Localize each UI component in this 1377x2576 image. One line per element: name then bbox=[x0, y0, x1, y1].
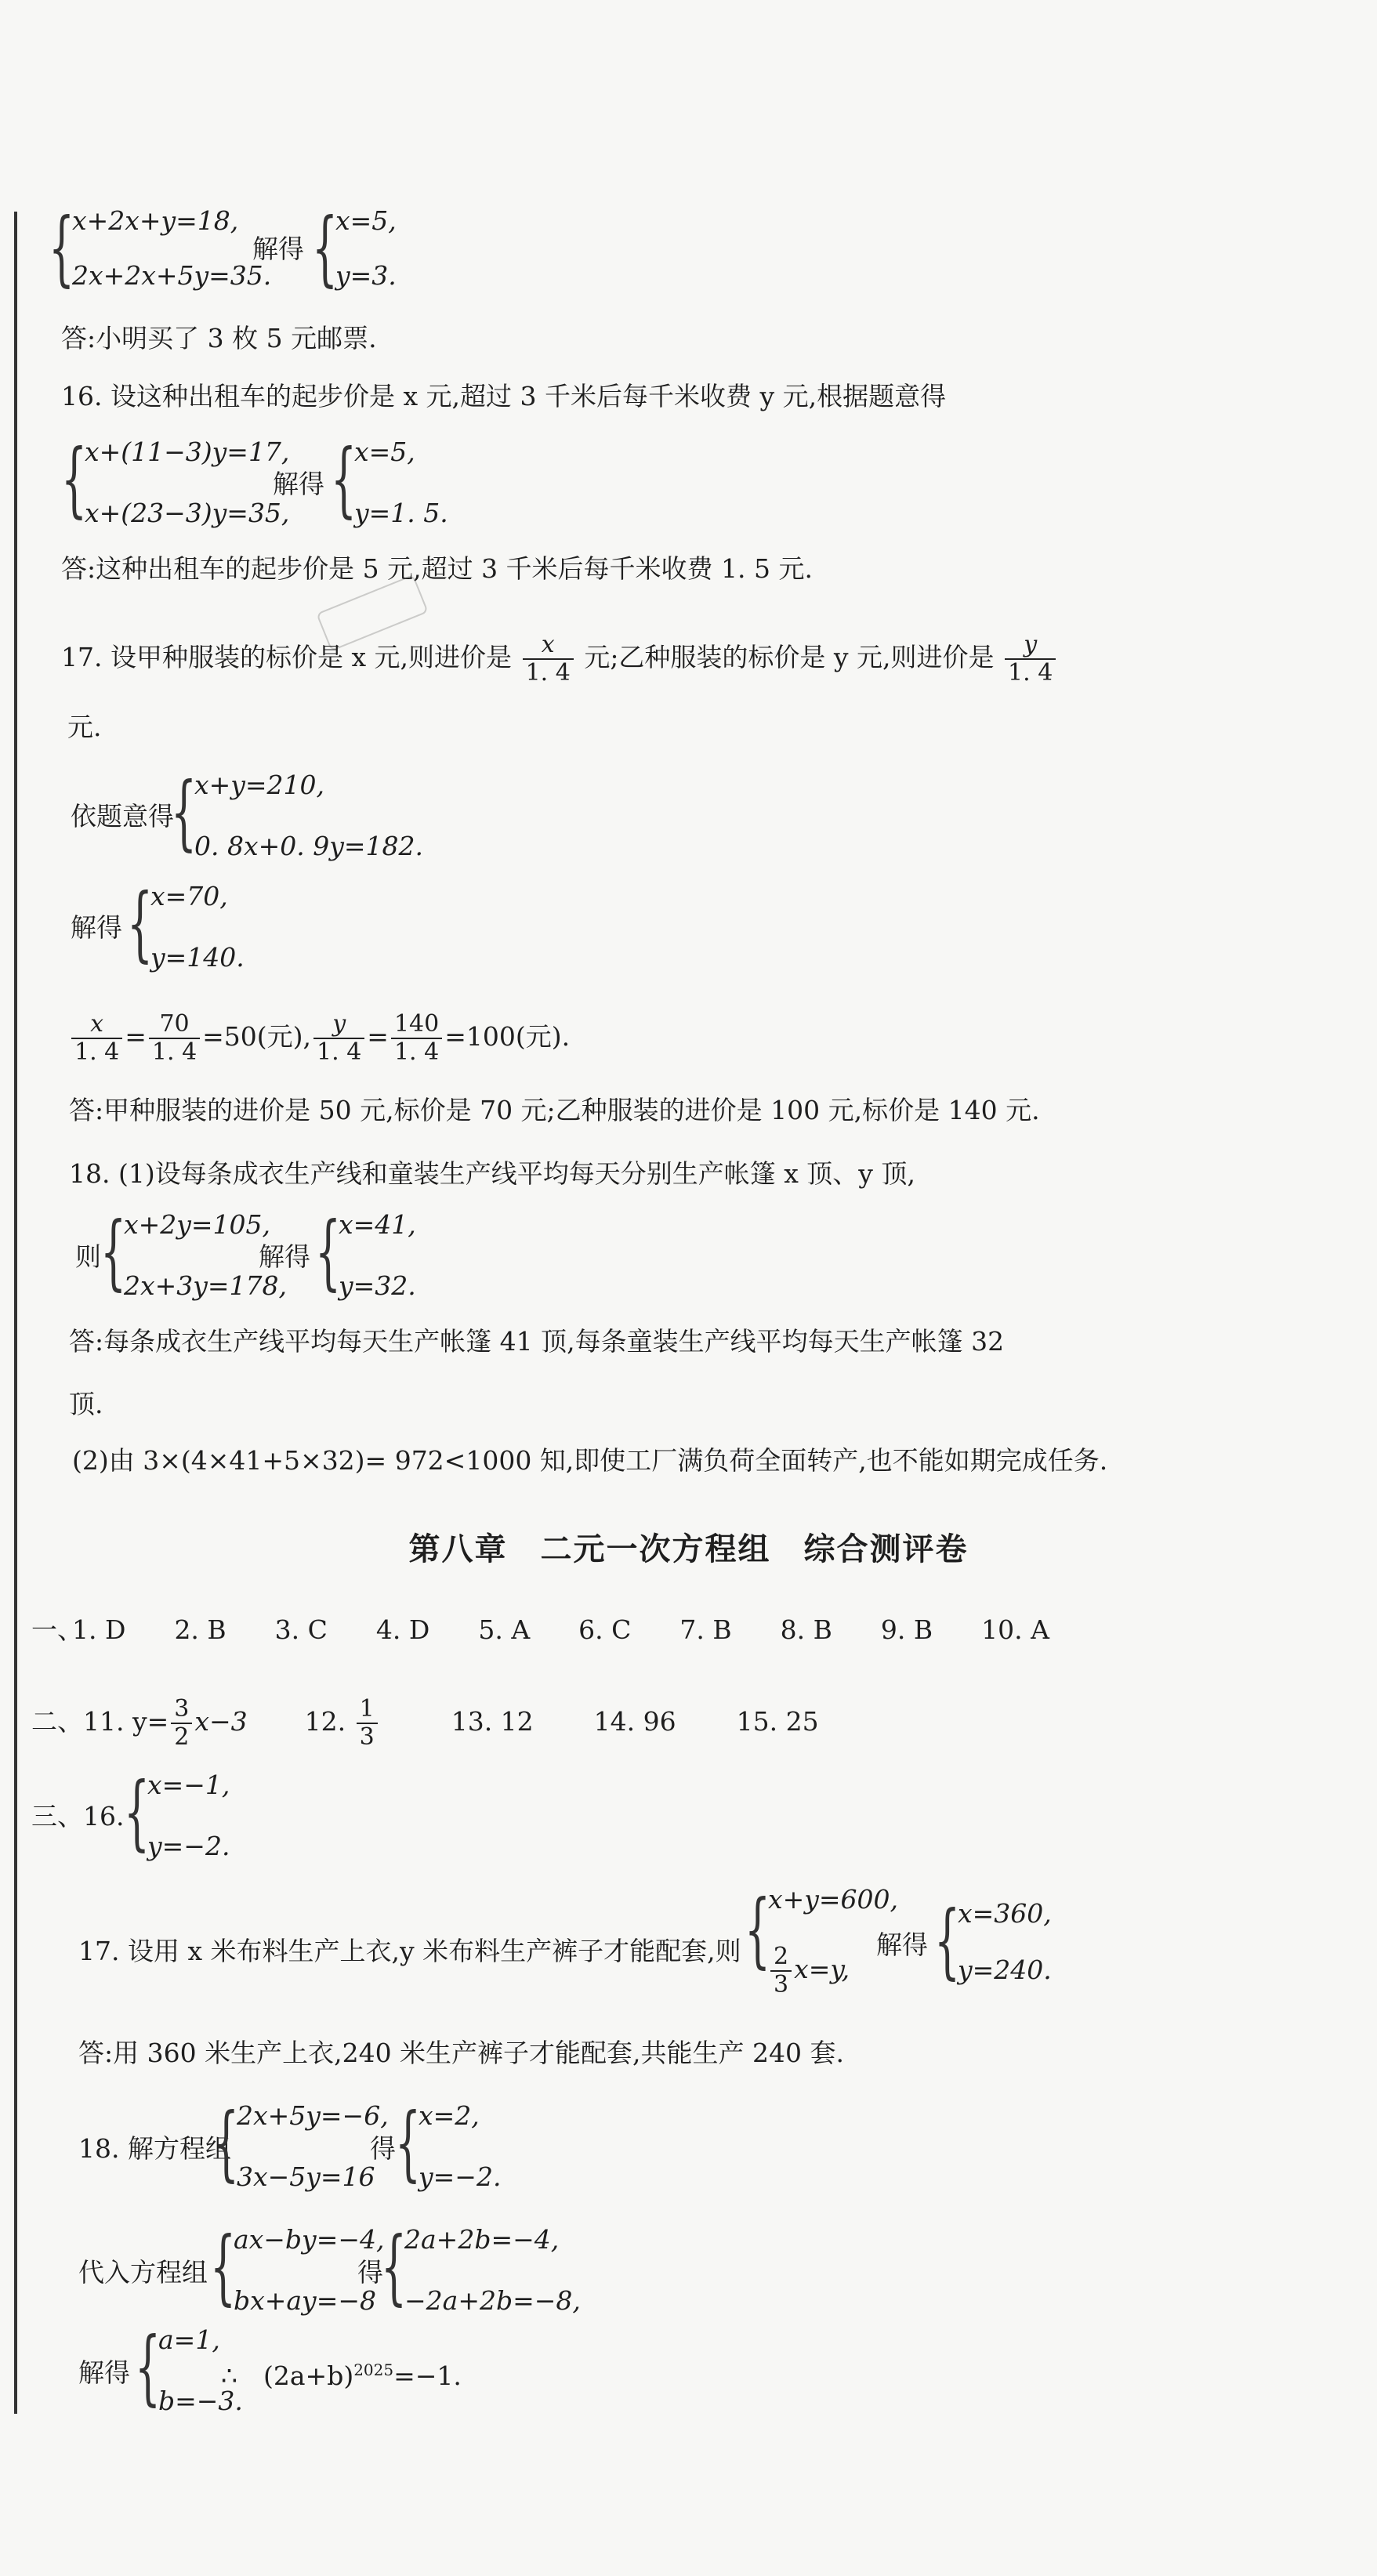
left-brace: { bbox=[135, 2319, 161, 2415]
choice-answer: 8. B bbox=[780, 1614, 832, 1645]
q16-intro: 16. 设这种出租车的起步价是 x 元,超过 3 千米后每千米收费 y 元,根据题意得 bbox=[61, 381, 947, 411]
solve-label: 解得 bbox=[259, 1241, 310, 1272]
by-label: 依题意得 bbox=[71, 801, 174, 831]
section-label: 一、 bbox=[31, 1614, 83, 1645]
left-brace: { bbox=[171, 764, 197, 860]
denominator: 1. 4 bbox=[1008, 659, 1053, 687]
denominator: 1. 4 bbox=[317, 1038, 362, 1066]
choice-answers bbox=[72, 1614, 1049, 1646]
text: = bbox=[367, 1021, 389, 1052]
equation: ax−by=−4, bbox=[234, 2224, 385, 2255]
equation: y=140. bbox=[150, 942, 245, 973]
denominator: 3 bbox=[359, 1723, 375, 1751]
q17-intro bbox=[61, 632, 1058, 687]
q18-intro: 18. (1)设每条成衣生产线和童装生产线平均每天分别生产帐篷 x 顶、y 顶, bbox=[69, 1158, 915, 1189]
text: x=y, bbox=[794, 1954, 850, 1984]
equation: x+2y=105, bbox=[124, 1209, 271, 1240]
answers-row-2 bbox=[31, 1696, 819, 1751]
answer-12: 12. bbox=[304, 1706, 346, 1737]
solve-label: 解得 bbox=[252, 234, 304, 264]
q17-calculation bbox=[69, 1011, 570, 1066]
left-brace: { bbox=[395, 2095, 422, 2190]
answer-11: 11. y= bbox=[83, 1706, 169, 1737]
equation: −2a+2b=−8, bbox=[404, 2285, 581, 2316]
numerator: y bbox=[313, 1011, 364, 1039]
fraction bbox=[313, 1011, 364, 1066]
answer-14: 14. 96 bbox=[593, 1706, 676, 1737]
left-brace: { bbox=[312, 200, 339, 295]
p17-intro: 17. 设用 x 米布料生产上衣,y 米布料生产裤子才能配套,则 bbox=[78, 1936, 741, 1966]
equation: bx+ay=−8 bbox=[234, 2285, 376, 2316]
equation: x=−1, bbox=[147, 1770, 230, 1800]
left-brace: { bbox=[331, 431, 357, 527]
text: 元. bbox=[67, 712, 102, 742]
equation: 3x−5y=16 bbox=[237, 2161, 375, 2192]
solve-label: 解得 bbox=[876, 1929, 928, 1960]
fraction bbox=[357, 1696, 378, 1751]
equation: x+2x+y=18, bbox=[72, 205, 239, 236]
choice-answer: 10. A bbox=[981, 1614, 1049, 1645]
answer-15-fill: 15. 25 bbox=[736, 1706, 819, 1737]
numerator: x bbox=[71, 1011, 122, 1039]
answer-17: 答:甲种服装的进价是 50 元,标价是 70 元;乙种服装的进价是 100 元,标价是 140 元. bbox=[69, 1095, 1040, 1125]
equation: 2x+2x+5y=35. bbox=[72, 260, 272, 291]
left-brace: { bbox=[61, 431, 88, 527]
left-brace: { bbox=[315, 1204, 342, 1299]
text: =50(元), bbox=[202, 1021, 312, 1052]
text: =100(元). bbox=[444, 1021, 571, 1052]
choice-answer: 1. D bbox=[72, 1614, 126, 1645]
equation: x=360, bbox=[958, 1898, 1052, 1929]
get-label: 得 bbox=[370, 2133, 396, 2164]
numerator: 1 bbox=[357, 1696, 378, 1724]
denominator: 3 bbox=[774, 1971, 789, 1998]
left-brace: { bbox=[124, 1764, 150, 1860]
denominator: 1. 4 bbox=[525, 659, 571, 687]
left-margin-rule bbox=[14, 212, 17, 2414]
choice-answer: 9. B bbox=[880, 1614, 933, 1645]
get-label: 得 bbox=[357, 2257, 383, 2288]
choice-answer: 5. A bbox=[478, 1614, 531, 1645]
equation: y=32. bbox=[339, 1270, 416, 1301]
equation: 2x+5y=−6, bbox=[237, 2100, 389, 2131]
left-brace: { bbox=[213, 2095, 240, 2190]
numerator: y bbox=[1005, 632, 1056, 660]
choice-answer: 2. B bbox=[174, 1614, 226, 1645]
p18-intro: 18. 解方程组 bbox=[78, 2133, 231, 2164]
fraction bbox=[391, 1011, 442, 1066]
equation: 2x+3y=178, bbox=[124, 1270, 288, 1301]
answers-row-3: 三、16. bbox=[31, 1801, 125, 1831]
choice-answer: 7. B bbox=[679, 1614, 732, 1645]
fraction bbox=[149, 1011, 200, 1066]
equation: y=−2. bbox=[147, 1831, 230, 1861]
numerator: 70 bbox=[149, 1011, 200, 1039]
left-brace: { bbox=[745, 1882, 771, 1977]
then-label: 则 bbox=[75, 1241, 101, 1272]
choice-answer: 3. C bbox=[274, 1614, 328, 1645]
answer-13: 13. 12 bbox=[451, 1706, 534, 1737]
solve-label: 解得 bbox=[71, 912, 122, 943]
numerator: 2 bbox=[770, 1944, 792, 1972]
denominator: 1. 4 bbox=[393, 1038, 440, 1066]
equation: x+y=600, bbox=[768, 1884, 899, 1915]
equation: y=−2. bbox=[419, 2161, 502, 2192]
left-brace: { bbox=[100, 1204, 127, 1299]
equation: a=1, bbox=[158, 2324, 220, 2355]
exponent: 2025 bbox=[353, 2360, 394, 2379]
text: 元;乙种服装的标价是 y 元,则进价是 bbox=[584, 642, 995, 672]
answer-18-line1: 答:每条成衣生产线平均每天生产帐篷 41 顶,每条童装生产线平均每天生产帐篷 32 bbox=[69, 1326, 1005, 1357]
equation: x+(23−3)y=35, bbox=[85, 498, 290, 528]
left-brace: { bbox=[210, 2219, 237, 2314]
choice-answer: 6. C bbox=[578, 1614, 632, 1645]
answer-16: 答:这种出租车的起步价是 5 元,超过 3 千米后每千米收费 1. 5 元. bbox=[61, 553, 813, 584]
final-result bbox=[221, 2354, 462, 2392]
fraction bbox=[770, 1944, 792, 1998]
chapter-title: 第八章 二元一次方程组 综合测评卷 bbox=[408, 1531, 969, 1567]
left-brace: { bbox=[934, 1893, 961, 1988]
fraction bbox=[171, 1696, 192, 1751]
q18-part2: (2)由 3×(4×41+5×32)= 972<1000 知,即使工厂满负荷全面转产,也不能如期完成任务. bbox=[72, 1445, 1108, 1476]
solve-label: 解得 bbox=[273, 469, 324, 499]
text: 17. 设甲种服装的标价是 x 元,则进价是 bbox=[61, 642, 513, 672]
equation: y=3. bbox=[335, 260, 397, 291]
fraction bbox=[71, 1011, 122, 1066]
denominator: 2 bbox=[174, 1723, 190, 1751]
equation: y=240. bbox=[958, 1955, 1052, 1985]
text: x−3 bbox=[194, 1706, 248, 1737]
choice-answer: 4. D bbox=[375, 1614, 430, 1645]
denominator: 1. 4 bbox=[74, 1038, 120, 1066]
fraction bbox=[1005, 632, 1056, 687]
equation: x=5, bbox=[354, 437, 415, 467]
denominator: 1. 4 bbox=[151, 1038, 197, 1066]
p17-answer: 答:用 360 米生产上衣,240 米生产裤子才能配套,共能生产 240 套. bbox=[78, 2038, 844, 2068]
equation: x=2, bbox=[419, 2100, 480, 2131]
answer-15: 答:小明买了 3 枚 5 元邮票. bbox=[61, 323, 377, 353]
left-brace: { bbox=[381, 2219, 408, 2314]
equation: 0. 8x+0. 9y=182. bbox=[194, 831, 423, 861]
equation: x+(11−3)y=17, bbox=[85, 437, 290, 467]
equation: x+y=210, bbox=[194, 770, 325, 800]
substitute-label: 代入方程组 bbox=[78, 2257, 208, 2288]
equation: 2a+2b=−4, bbox=[404, 2224, 560, 2255]
text: = bbox=[125, 1021, 147, 1052]
solve-label: 解得 bbox=[78, 2357, 130, 2388]
section-label: 二、 bbox=[31, 1706, 83, 1737]
equation: x=41, bbox=[339, 1209, 416, 1240]
fraction bbox=[523, 632, 574, 687]
left-brace: { bbox=[49, 200, 75, 295]
numerator: 140 bbox=[391, 1011, 442, 1039]
numerator: x bbox=[523, 632, 574, 660]
equation: b=−3. bbox=[158, 2386, 243, 2416]
equation: x=5, bbox=[335, 205, 397, 236]
text: ∴ (2a+b) bbox=[221, 2360, 354, 2391]
numerator: 3 bbox=[171, 1696, 192, 1724]
answer-18-line2: 顶. bbox=[69, 1389, 103, 1419]
left-brace: { bbox=[127, 875, 154, 971]
text: =−1. bbox=[393, 2360, 462, 2391]
equation bbox=[768, 1944, 850, 1998]
equation: x=70, bbox=[150, 881, 228, 911]
equation: y=1. 5. bbox=[354, 498, 448, 528]
